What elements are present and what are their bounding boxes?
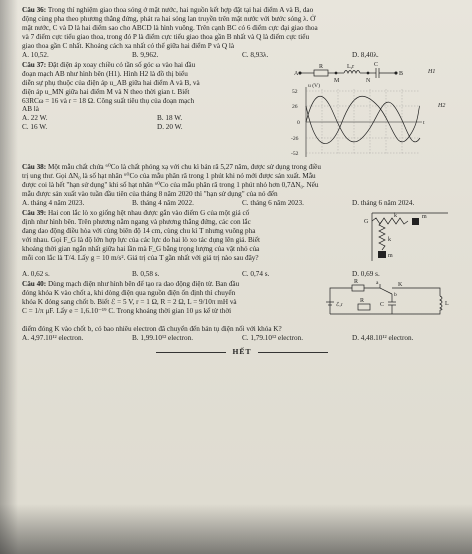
node-n-label: N	[366, 77, 371, 84]
vertical-spring	[379, 221, 385, 250]
question-text: động cùng pha theo phương thẳng đứng, phát ra hai sóng lan truyền trên mặt nước với bước sóng λ. Ở	[22, 14, 316, 23]
switch-k-label: K	[398, 282, 403, 289]
lc-circuit-diagram	[322, 280, 452, 320]
figure-h1-h2	[292, 61, 462, 162]
option-a: A. 4,97.10¹² electron.	[22, 333, 84, 342]
question-text: Một mẫu chất chứa ⁶⁰Co là chất phóng xạ với chu kì bán rã 5,27 năm, được sử dụng trong điều	[47, 163, 321, 172]
option-b: B. 0,58 s.	[132, 269, 160, 278]
option-d: D. 0,69 s.	[352, 269, 380, 278]
capacitor-label: C	[374, 61, 379, 68]
option-a: A. 10,52.	[22, 50, 49, 59]
point-g-label: G	[364, 219, 369, 226]
question-number: Câu 40:	[22, 280, 47, 289]
mass-m-label: m	[422, 214, 427, 221]
question-number: Câu 38:	[22, 163, 47, 172]
divider	[258, 352, 328, 353]
question-text: điện áp u_MN giữa hai điểm M và N theo thời gian t. Biết	[22, 87, 190, 96]
question-text: giao thoa gần C nhất. Khoảng cách xa nhất có thể giữa hai điểm P và Q là	[22, 41, 235, 50]
question-text: AB là	[22, 105, 39, 114]
page-bottom-shadow	[0, 504, 472, 554]
question-text: Trong thí nghiệm giao thoa sóng ở mặt nước, hai nguồn kết hợp đặt tại hai điểm A và B, dao	[47, 6, 314, 14]
x-axis-label: t	[423, 119, 425, 126]
option-a: A. 0,62 s.	[22, 269, 50, 278]
node-m-label: M	[334, 77, 340, 84]
question-text: đóng khóa K vào chốt a, khi dòng điện qua nguồn điện ổn định thì chuyển	[22, 289, 236, 298]
h2-label: H2	[438, 102, 446, 109]
question-37	[22, 61, 462, 162]
switch-k	[380, 288, 392, 294]
question-text: mẫu được sản xuất vào tuần đầu tiên của tháng 8 năm 2020 thì "hạn sử dụng" của nó đến	[22, 190, 278, 199]
question-text: được coi là hết "hạn sử dụng" khi số hạt nhân ⁶⁰Co của mẫu phân rã trong 1 phút nhỏ hơn 0,7ΔN₀. Nếu	[22, 181, 319, 190]
question-text: và 7 điểm cực tiểu giao thoa, trong đó P là điểm cực tiểu giao thoa gần B nhất và Q là điểm cực tiểu	[22, 32, 310, 41]
question-text: khóa K đóng sang chốt b. Biết ℰ = 5 V, r = 1 Ω, R = 2 Ω, L = 9/10π mH và	[22, 298, 237, 306]
answer-options	[22, 199, 462, 208]
option-c: C. 8,93λ.	[242, 50, 269, 59]
option-d: D. 4,48.10¹² electron.	[352, 333, 414, 342]
source-label: ℰ,r	[336, 302, 343, 309]
figure-springs	[352, 209, 462, 268]
option-c: C. 16 W.	[22, 123, 48, 132]
option-d: D. tháng 6 năm 2024.	[352, 198, 415, 207]
option-b: B. tháng 4 năm 2022.	[132, 198, 194, 207]
question-number: Câu 39:	[22, 209, 47, 218]
figure-lc-circuit	[322, 280, 462, 323]
option-c: C. 1,79.10¹² electron.	[242, 333, 303, 342]
spring-k-label: k	[394, 213, 397, 220]
option-c: C. tháng 6 năm 2023.	[242, 198, 304, 207]
question-text: 63RCω = 16 và r = 18 Ω. Công suất tiêu thụ của đoạn mạch	[22, 96, 195, 105]
answer-options	[22, 114, 292, 123]
h1-label: H1	[428, 68, 436, 75]
question-40	[22, 280, 462, 323]
tick-label: 0	[297, 119, 300, 126]
tick-label: 26	[292, 103, 298, 110]
question-text: Dùng mạch điện như hình bên để tạo ra dao động điện từ. Ban đầu	[47, 280, 240, 289]
answer-options	[22, 51, 462, 60]
answer-options	[22, 123, 292, 132]
resistor-label: R	[319, 63, 324, 70]
node-a-label: A	[294, 70, 299, 77]
question-text: mỗi con lắc là T/4. Lấy g = 10 m/s². Giá trị của T gần nhất với giá trị nào sau đây?	[22, 253, 259, 262]
resistor-2-label: R	[360, 298, 365, 305]
question-text: định như hình bên. Trên phương nằm ngang và phương thẳng đứng, các con lắc	[22, 218, 251, 227]
question-text: với nhau. Gọi F_G là độ lớn hợp lực của các lực do hai lò xo tác dụng lên giá. Biết	[22, 236, 260, 245]
question-36	[22, 6, 462, 59]
question-text: diễn sự phụ thuộc của điện áp u_AB giữa hai điểm A và B, và	[22, 78, 200, 87]
tick-label: 52	[292, 88, 298, 95]
end-marker: HẾT	[22, 348, 462, 357]
capacitor-label: C	[380, 302, 385, 309]
option-b: B. 9,962.	[132, 50, 159, 59]
divider	[156, 352, 226, 353]
question-text: mặt nước, C và D là hai điểm sao cho ABCD là hình vuông. Trên cạnh BC có 6 điểm cực đại giao thoa	[22, 23, 318, 32]
y-axis-label: u (V)	[308, 82, 320, 89]
contact-a-label: a	[376, 280, 379, 287]
mass-m-label: m	[388, 253, 393, 260]
option-d: D. 8,40λ.	[352, 50, 379, 59]
spring-diagram	[352, 209, 452, 265]
option-c: C. 0,74 s.	[242, 269, 270, 278]
exam-content	[22, 6, 462, 357]
uab-curve	[306, 96, 420, 142]
question-text: C = 1/π μF. Lấy e = 1,6.10⁻¹⁹ C. Trong khoảng thời gian 10 μs kể từ thời	[22, 306, 232, 315]
circuit-and-graph	[292, 61, 460, 159]
answer-options	[22, 270, 462, 279]
resistor-label: R	[354, 279, 359, 286]
inductor-label: L,r	[347, 63, 355, 70]
option-b: B. 18 W.	[157, 114, 183, 123]
option-d: D. 20 W.	[157, 123, 183, 132]
node-b-label: B	[399, 70, 404, 77]
question-text: đang dao động điều hòa với cùng biên độ 14 cm, cùng chu kì T nhưng vuông pha	[22, 227, 256, 236]
umn-curve	[306, 96, 420, 143]
question-text: trị ung thư. Gọi ΔN₀ là số hạt nhân ⁶⁰Co của mẫu phân rã trong 1 phút khi nó mới được sản xuất. Mẫu	[22, 172, 316, 181]
page-shadow	[0, 0, 18, 554]
question-text: Hai con lắc lò xo giống hệt nhau được gắn vào điểm G của một giá cố	[47, 209, 250, 218]
question-39	[22, 209, 462, 268]
graph-h2	[291, 82, 445, 157]
question-number: Câu 37:	[22, 60, 47, 69]
mass-horizontal	[412, 218, 419, 225]
option-a: A. 22 W.	[22, 114, 48, 123]
mass-vertical	[378, 251, 386, 258]
question-text: Đặt điện áp xoay chiều có tần số góc ω vào hai đầu	[47, 60, 196, 69]
option-a: A. tháng 4 năm 2023.	[22, 198, 85, 207]
inductor-label: L	[445, 301, 449, 308]
question-text: điểm đóng K vào chốt b, có bao nhiêu electron đã chuyển đến bản tụ điện nối với khóa K?	[22, 324, 282, 333]
horizontal-spring	[372, 218, 408, 224]
question-text: khoảng thời gian ngắn nhất giữa hai lần mà F_G bằng trọng lượng của vật nhỏ của	[22, 245, 260, 253]
question-38	[22, 163, 462, 208]
option-b: B. 1,99.10¹² electron.	[132, 333, 193, 342]
question-number: Câu 36:	[22, 6, 47, 14]
tick-label: -52	[291, 150, 299, 157]
answer-options	[22, 334, 462, 343]
spring-k-label: k	[388, 237, 391, 244]
tick-label: -26	[291, 135, 299, 142]
contact-b-label: b	[394, 292, 397, 299]
question-text: đoạn mạch AB như hình bên (H1). Hình H2 là đồ thị biểu	[22, 69, 188, 78]
